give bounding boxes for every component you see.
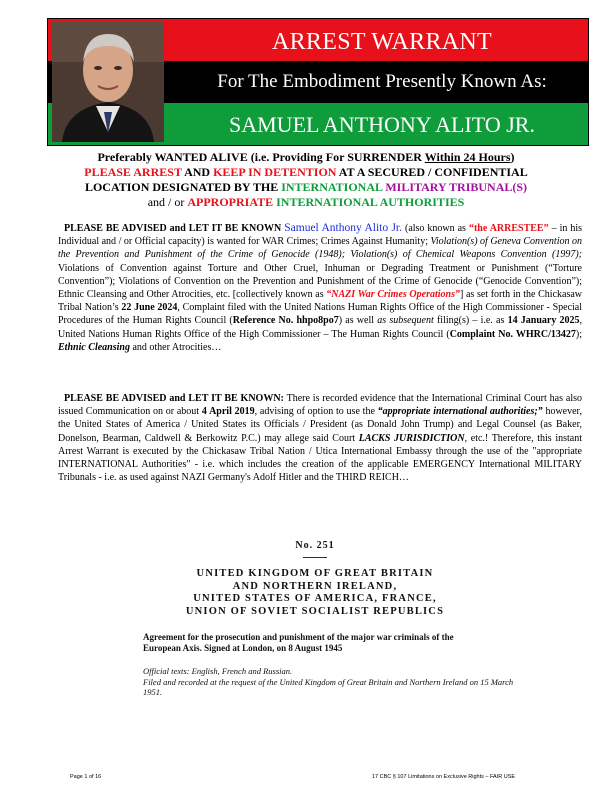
para-bold-italic: Ethnic Cleansing xyxy=(58,341,130,353)
heading-line-2 xyxy=(40,165,572,180)
para-text: Violations of Convention against Torture and Other Cruel, Inhuman or Degrading Treatment or Punishment (“Torture Convention”); Violations of Convention on the Prevention and Punishment of the Crime of Genocide (“Genocide Convention”); Ethnic Cleansing and Other Atrocities, etc. [collectively known as xyxy=(58,262,582,301)
date-bold: 14 January 2025 xyxy=(507,315,580,327)
para-lead: PLEASE BE ADVISED and LET IT BE KNOWN xyxy=(64,223,285,234)
footer-page-number: Page 1 of 16 xyxy=(70,774,102,780)
treaty-agreement: Agreement for the prosecution and punishment of the major war criminals of the European Axis. Signed at London, on 8 August 1945 xyxy=(143,632,454,653)
footer-reference: 17 CBC § 107 Limitations on Exclusive Rights – FAIR USE xyxy=(372,774,516,780)
para-text: filing(s) – i.e. as xyxy=(433,315,508,327)
treaty-number: No. 251 xyxy=(295,540,335,551)
treaty-parties xyxy=(105,568,525,618)
heading-text: ) xyxy=(510,150,515,164)
para-text: , Complaint filed with the United Nations Human Rights Office of the High Commissioner - Special Procedures of the Human Rights Council ( xyxy=(58,302,583,327)
para-text: , etc.! Therefore, this instant Arrest Warrant is executed by the Chickasaw Tribal Nation / Utica International Embassy through the use of the "appropriate INTERNATIONAL Authorities" - i.e. which includes the creation of the applicable EMERGENCY International MILITARY Tribunals - i.e. as used against NAZI Germany's Adolf Hitler and the THIRD REICH… xyxy=(58,432,582,484)
para-text: , advising of option to use the xyxy=(254,406,378,418)
treaty-party: AND NORTHERN IRELAND, xyxy=(232,580,398,592)
treaty-official-texts xyxy=(143,666,525,698)
banner-subtitle: For The Embodiment Presently Known As: xyxy=(217,71,547,92)
heading-text: and / or xyxy=(147,195,188,209)
heading-arrest: PLEASE ARREST xyxy=(84,165,182,179)
heading-tribunals: MILITARY TRIBUNAL(S) xyxy=(385,180,528,194)
para-italic: as subsequent xyxy=(377,315,434,327)
para-text: , United Nations Human Rights Office of the High Commissioner – The Human Rights Council ( xyxy=(58,315,583,340)
heading-authorities: INTERNATIONAL AUTHORITIES xyxy=(276,195,465,209)
date-bold: 4 April 2019 xyxy=(201,406,255,418)
para-text: however, the United States of America / United States its Officials / President (as Donald John Trump) and Legal Counsel (as Baker, Donelson, Bearman, Caldwell & Berkowitz P.C.) may allege said Court xyxy=(58,406,582,444)
para-text: and other Atrocities… xyxy=(129,341,222,353)
heading-appropriate: APPROPRIATE xyxy=(187,195,277,209)
paragraph-2 xyxy=(58,392,582,484)
operations-label: “NAZI War Crimes Operations” xyxy=(326,289,460,301)
para-text: ); xyxy=(575,328,582,340)
para-lead: PLEASE BE ADVISED and LET IT BE KNOWN: xyxy=(64,393,284,404)
heading-text: AT A SECURED / CONFIDENTIAL xyxy=(336,165,528,179)
portrait-photo xyxy=(52,22,164,142)
treaty-official: Official texts: English, French and Russian. xyxy=(143,666,293,676)
para-text: ] as set forth in the Chickasaw Tribal Nation’s xyxy=(58,289,583,314)
heading-detention: KEEP IN DETENTION xyxy=(213,165,337,179)
date-bold: 22 June 2024 xyxy=(121,302,178,314)
para-text: There is recorded evidence that the International Criminal Court has also issued Communication on or about xyxy=(58,393,582,418)
reference-number: Reference No. hhpo8po7 xyxy=(232,315,339,327)
treaty-divider xyxy=(303,557,327,558)
warrant-banner xyxy=(47,18,589,146)
heading-text: AND xyxy=(181,165,214,179)
arrestee-name: Samuel Anthony Alito Jr. xyxy=(284,222,402,234)
heading-text: LOCATION DESIGNATED BY THE xyxy=(84,180,282,194)
treaty-excerpt-image xyxy=(105,540,525,715)
para-text: – in his Individual and / or Official capacity) is wanted for WAR Crimes; Crimes Against Humanity; xyxy=(58,223,583,248)
para-bold-italic: “appropriate international authorities;” xyxy=(377,406,543,418)
treaty-party: UNION OF SOVIET SOCIALIST REPUBLICS xyxy=(185,605,445,617)
heading-deadline: Within 24 Hours xyxy=(424,150,511,164)
heading-line-3 xyxy=(40,180,572,195)
heading-text: Preferably WANTED ALIVE (i.e. Providing For SURRENDER xyxy=(97,150,425,164)
banner-name: SAMUEL ANTHONY ALITO JR. xyxy=(229,112,535,137)
complaint-number: Complaint No. WHRC/13427 xyxy=(449,328,576,340)
para-text: (also known as xyxy=(402,223,469,234)
para-text: ) as well xyxy=(338,315,378,327)
paragraph-1 xyxy=(58,222,582,354)
banner-title: ARREST WARRANT xyxy=(271,29,492,55)
treaty-party: UNITED STATES OF AMERICA, FRANCE, xyxy=(193,593,437,604)
arrestee-alias: “the ARRESTEE” xyxy=(468,223,549,234)
treaty-party: UNITED KINGDOM OF GREAT BRITAIN xyxy=(196,568,434,579)
para-bold-italic: LACKS JURISDICTION xyxy=(358,432,465,444)
heading-international: INTERNATIONAL xyxy=(281,180,386,194)
heading-line-4 xyxy=(40,195,572,210)
heading-line-1 xyxy=(40,150,572,165)
para-italic: Violation(s) of Geneva Convention on the Prevention and Punishment of the Crime of Genocide (1948); Violation(s) of Chemical Weapons Convention (1997); xyxy=(58,236,582,261)
treaty-filed: Filed and recorded at the request of the United Kingdom of Great Britain and Northern Ireland on 15 March 1951. xyxy=(143,676,514,697)
